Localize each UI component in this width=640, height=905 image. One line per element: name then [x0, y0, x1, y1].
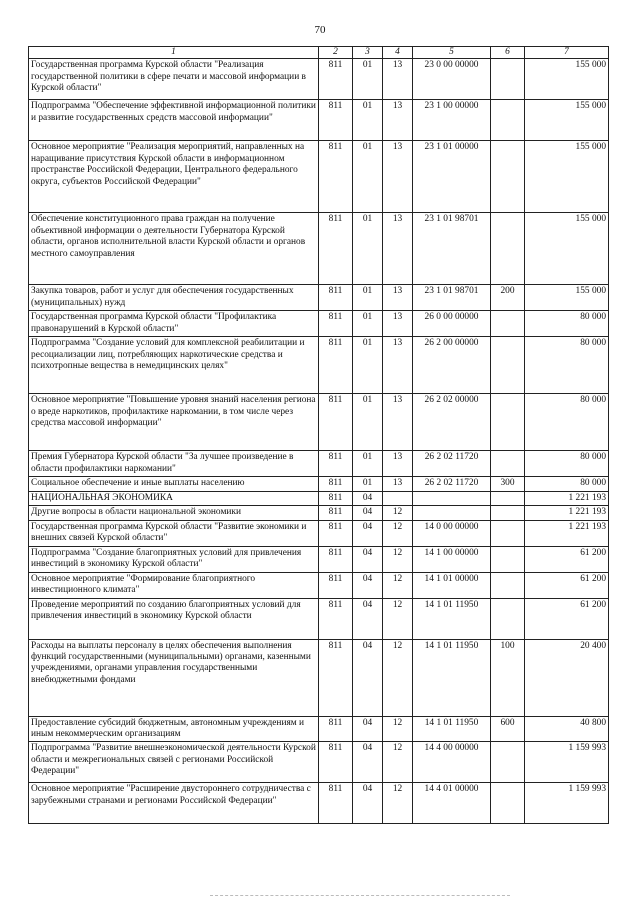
cell-section: 04 [353, 520, 383, 546]
cell-section: 04 [353, 491, 383, 505]
cell-name: Подпрограмма "Обеспечение эффективной информационной политики и развитие государственных средств массовой информации" [29, 100, 319, 141]
cell-target-article [413, 506, 491, 520]
cell-target-article: 14 4 01 00000 [413, 783, 491, 824]
cell-grbs: 811 [319, 285, 353, 311]
cell-subsection: 13 [383, 477, 413, 491]
cell-target-article: 14 1 01 11950 [413, 598, 491, 639]
cell-amount: 155 000 [525, 285, 609, 311]
page-number: 70 [314, 24, 326, 36]
cell-amount: 40 800 [525, 716, 609, 742]
cell-subsection: 12 [383, 572, 413, 598]
cell-grbs: 811 [319, 783, 353, 824]
cell-section: 01 [353, 100, 383, 141]
cell-subsection: 12 [383, 598, 413, 639]
cell-grbs: 811 [319, 451, 353, 477]
cell-subsection: 12 [383, 546, 413, 572]
cell-expense-type [491, 783, 525, 824]
cell-target-article: 23 1 01 00000 [413, 141, 491, 213]
table-row [29, 285, 609, 311]
table-row [29, 506, 609, 520]
cell-target-article: 26 2 02 11720 [413, 451, 491, 477]
table-row [29, 491, 609, 505]
cell-section: 01 [353, 311, 383, 337]
cell-grbs: 811 [319, 639, 353, 716]
cell-name: Проведение мероприятий по созданию благоприятных условий для привлечения инвестиций в экономику Курской области [29, 598, 319, 639]
cell-expense-type [491, 451, 525, 477]
table-row [29, 783, 609, 824]
cell-section: 01 [353, 451, 383, 477]
cell-expense-type [491, 311, 525, 337]
cell-grbs: 811 [319, 100, 353, 141]
footer-divider [210, 895, 510, 896]
cell-name: Основное мероприятие "Повышение уровня знаний населения региона о вреде наркотиков, профилактике наркомании, в том числе через средства массовой информации" [29, 394, 319, 451]
cell-name: Основное мероприятие "Реализация мероприятий, направленных на наращивание присутствия Курской области в информационном пространстве Российской Федерации, Центрального федерального округа, субъектов Российской Федерации" [29, 141, 319, 213]
cell-name: Подпрограмма "Создание условий для комплексной реабилитации и ресоциализации лиц, потребляющих наркотические средства и психотропные вещества в немедицинских целях" [29, 337, 319, 394]
cell-name: Обеспечение конституционного права граждан на получение объективной информации о деятельности Губернатора Курской области, органов исполнительной власти Курской области и органов местного самоуправления [29, 213, 319, 285]
cell-amount: 61 200 [525, 572, 609, 598]
budget-table [28, 46, 609, 824]
cell-grbs: 811 [319, 141, 353, 213]
cell-amount: 80 000 [525, 311, 609, 337]
cell-name: Премия Губернатора Курской области "За лучшее произведение в области профилактики наркомании" [29, 451, 319, 477]
cell-target-article: 26 2 02 00000 [413, 394, 491, 451]
cell-amount: 155 000 [525, 100, 609, 141]
cell-section: 01 [353, 337, 383, 394]
cell-amount: 1 159 993 [525, 742, 609, 783]
cell-name: Основное мероприятие "Формирование благоприятного инвестиционного климата" [29, 572, 319, 598]
table-row [29, 639, 609, 716]
cell-target-article: 14 1 00 00000 [413, 546, 491, 572]
header-cell: 7 [525, 47, 609, 59]
cell-section: 01 [353, 213, 383, 285]
table-row [29, 572, 609, 598]
cell-section: 04 [353, 546, 383, 572]
cell-amount: 61 200 [525, 598, 609, 639]
cell-subsection: 13 [383, 451, 413, 477]
cell-subsection: 12 [383, 506, 413, 520]
cell-section: 04 [353, 742, 383, 783]
cell-name: Подпрограмма "Создание благоприятных условий для привлечения инвестиций в экономику Курской области" [29, 546, 319, 572]
cell-target-article: 26 0 00 00000 [413, 311, 491, 337]
cell-grbs: 811 [319, 572, 353, 598]
cell-name: Закупка товаров, работ и услуг для обеспечения государственных (муниципальных) нужд [29, 285, 319, 311]
cell-amount: 80 000 [525, 394, 609, 451]
cell-subsection: 12 [383, 783, 413, 824]
cell-target-article: 23 0 00 00000 [413, 59, 491, 100]
cell-grbs: 811 [319, 742, 353, 783]
cell-target-article: 23 1 00 00000 [413, 100, 491, 141]
cell-subsection: 13 [383, 213, 413, 285]
cell-section: 01 [353, 141, 383, 213]
cell-amount: 155 000 [525, 59, 609, 100]
cell-name: Государственная программа Курской области "Профилактика правонарушений в Курской области" [29, 311, 319, 337]
cell-expense-type: 600 [491, 716, 525, 742]
cell-section: 01 [353, 477, 383, 491]
cell-expense-type [491, 598, 525, 639]
cell-section: 04 [353, 639, 383, 716]
cell-grbs: 811 [319, 311, 353, 337]
cell-name: Расходы на выплаты персоналу в целях обеспечения выполнения функций государственными (муниципальными) органами, казенными учреждениями, органами управления государственными внебюджетными фондами [29, 639, 319, 716]
table-row [29, 598, 609, 639]
table-row [29, 311, 609, 337]
cell-subsection: 13 [383, 59, 413, 100]
cell-amount: 20 400 [525, 639, 609, 716]
cell-amount: 61 200 [525, 546, 609, 572]
table-row [29, 141, 609, 213]
table-row [29, 451, 609, 477]
cell-section: 01 [353, 285, 383, 311]
cell-expense-type [491, 213, 525, 285]
table-row [29, 546, 609, 572]
cell-grbs: 811 [319, 337, 353, 394]
cell-section: 01 [353, 394, 383, 451]
cell-target-article: 14 1 01 00000 [413, 572, 491, 598]
cell-section: 01 [353, 59, 383, 100]
table-row [29, 59, 609, 100]
header-cell: 6 [491, 47, 525, 59]
cell-amount: 155 000 [525, 213, 609, 285]
table-row [29, 100, 609, 141]
table-row [29, 716, 609, 742]
cell-name: НАЦИОНАЛЬНАЯ ЭКОНОМИКА [29, 491, 319, 505]
table-row [29, 520, 609, 546]
cell-grbs: 811 [319, 394, 353, 451]
cell-target-article: 14 1 01 11950 [413, 716, 491, 742]
header-cell: 3 [353, 47, 383, 59]
cell-expense-type [491, 394, 525, 451]
cell-target-article: 14 0 00 00000 [413, 520, 491, 546]
cell-grbs: 811 [319, 59, 353, 100]
cell-subsection: 12 [383, 742, 413, 783]
cell-expense-type [491, 100, 525, 141]
cell-target-article: 26 2 02 11720 [413, 477, 491, 491]
cell-subsection: 13 [383, 394, 413, 451]
cell-target-article: 23 1 01 98701 [413, 285, 491, 311]
cell-expense-type: 300 [491, 477, 525, 491]
cell-expense-type [491, 491, 525, 505]
cell-section: 04 [353, 506, 383, 520]
cell-expense-type [491, 742, 525, 783]
cell-amount: 1 159 993 [525, 783, 609, 824]
table-row [29, 394, 609, 451]
cell-name: Предоставление субсидий бюджетным, автономным учреждениям и иным некоммерческим организациям [29, 716, 319, 742]
cell-target-article: 26 2 00 00000 [413, 337, 491, 394]
cell-grbs: 811 [319, 520, 353, 546]
cell-amount: 80 000 [525, 451, 609, 477]
cell-subsection: 13 [383, 337, 413, 394]
header-cell: 5 [413, 47, 491, 59]
table-row [29, 742, 609, 783]
cell-amount: 155 000 [525, 141, 609, 213]
header-cell: 2 [319, 47, 353, 59]
cell-grbs: 811 [319, 506, 353, 520]
cell-subsection: 13 [383, 311, 413, 337]
cell-subsection: 12 [383, 520, 413, 546]
cell-amount: 1 221 193 [525, 491, 609, 505]
table-row [29, 213, 609, 285]
cell-expense-type [491, 141, 525, 213]
cell-name: Подпрограмма "Развитие внешнеэкономической деятельности Курской области и межрегиональных связей с регионами Российской Федерации" [29, 742, 319, 783]
cell-subsection: 13 [383, 285, 413, 311]
cell-section: 04 [353, 716, 383, 742]
cell-name: Другие вопросы в области национальной экономики [29, 506, 319, 520]
cell-amount: 80 000 [525, 337, 609, 394]
cell-grbs: 811 [319, 546, 353, 572]
cell-name: Основное мероприятие "Расширение двустороннего сотрудничества с зарубежными странами и регионами Российской Федерации" [29, 783, 319, 824]
cell-grbs: 811 [319, 213, 353, 285]
cell-name: Государственная программа Курской области "Развитие экономики и внешних связей Курской области" [29, 520, 319, 546]
cell-name: Социальное обеспечение и иные выплаты населению [29, 477, 319, 491]
table-row [29, 337, 609, 394]
cell-subsection: 12 [383, 639, 413, 716]
header-cell: 1 [29, 47, 319, 59]
cell-grbs: 811 [319, 716, 353, 742]
cell-subsection: 13 [383, 100, 413, 141]
cell-grbs: 811 [319, 598, 353, 639]
table-row [29, 477, 609, 491]
cell-amount: 80 000 [525, 477, 609, 491]
cell-expense-type [491, 337, 525, 394]
header-cell: 4 [383, 47, 413, 59]
cell-expense-type: 200 [491, 285, 525, 311]
table-body [29, 59, 609, 824]
cell-target-article: 14 1 01 11950 [413, 639, 491, 716]
cell-expense-type [491, 546, 525, 572]
cell-section: 04 [353, 572, 383, 598]
cell-name: Государственная программа Курской области "Реализация государственной политики в сфере печати и массовой информации в Курской области" [29, 59, 319, 100]
cell-amount: 1 221 193 [525, 520, 609, 546]
cell-expense-type [491, 520, 525, 546]
cell-subsection: 13 [383, 141, 413, 213]
header-row [29, 47, 609, 59]
cell-expense-type [491, 572, 525, 598]
cell-amount: 1 221 193 [525, 506, 609, 520]
cell-expense-type: 100 [491, 639, 525, 716]
cell-grbs: 811 [319, 477, 353, 491]
cell-target-article: 14 4 00 00000 [413, 742, 491, 783]
cell-target-article [413, 491, 491, 505]
cell-section: 04 [353, 598, 383, 639]
cell-expense-type [491, 59, 525, 100]
cell-section: 04 [353, 783, 383, 824]
cell-grbs: 811 [319, 491, 353, 505]
cell-subsection [383, 491, 413, 505]
cell-target-article: 23 1 01 98701 [413, 213, 491, 285]
cell-expense-type [491, 506, 525, 520]
cell-subsection: 12 [383, 716, 413, 742]
